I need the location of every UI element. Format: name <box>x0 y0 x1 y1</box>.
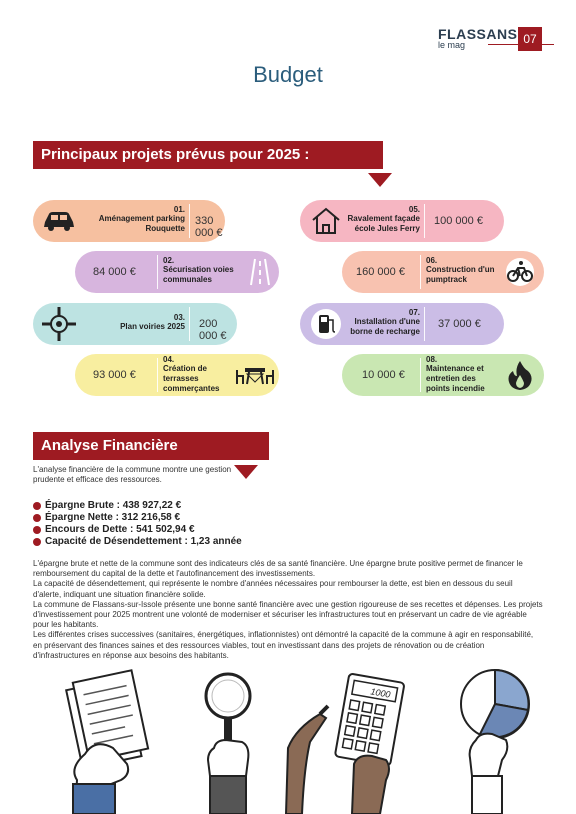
divider <box>189 307 190 341</box>
brand-rule <box>488 44 518 45</box>
project-number: 06. <box>426 256 438 265</box>
page-number: 07 <box>518 27 542 51</box>
project-item-07 <box>300 303 504 345</box>
charging-station-icon <box>304 303 348 345</box>
project-item-08 <box>342 354 544 396</box>
divider <box>189 204 190 238</box>
divider <box>424 204 425 238</box>
project-amount: 84 000 € <box>93 266 136 278</box>
project-number: 04. <box>163 355 175 364</box>
analysis-intro: L'analyse financière de la commune montre une gestion prudente et efficace des ressources. <box>33 465 232 484</box>
calculator-display: 1000 <box>369 686 392 700</box>
analysis-paragraph: Les différentes crises successives (sanitaires, énergétiques, inflationnistes) ont démontré la capacité de la commune à agir en responsabilité, en préservant des finances saines et des ressources viables, tout en investissant dans des projets de rénovation ou de création d'infrastructures en réponse aux besoins des habitants. <box>33 630 534 660</box>
divider <box>420 358 421 392</box>
project-label: Ravalement façade école Jules Ferry <box>347 214 420 233</box>
hand-pie-chart-icon <box>440 668 550 814</box>
project-item-01 <box>33 200 225 242</box>
project-amount: 100 000 € <box>434 215 483 227</box>
divider <box>157 358 158 392</box>
road-icon <box>245 251 275 293</box>
project-label: Plan voiries 2025 <box>120 322 185 331</box>
projects-heading: Principaux projets prévus pour 2025 : <box>33 141 383 169</box>
project-number: 07. <box>408 308 420 317</box>
analysis-paragraph: La commune de Flassans-sur-Issole présente une bonne santé financière avec une gestion rigoureuse de ses recettes et dépenses. Les projets d'investissement pour 2025 montrent une volonté de moderniser et sécuriser les infrastructures tout en préservant un cadre de vie agréable pour les habitants. <box>33 599 543 630</box>
project-amount: 10 000 € <box>362 369 405 381</box>
project-item-03 <box>33 303 237 345</box>
project-label: Maintenance et entretien des points incendie <box>426 364 485 393</box>
project-amount: 160 000 € <box>356 266 405 278</box>
project-item-06 <box>342 251 544 293</box>
house-icon <box>304 200 348 242</box>
indicator-item: Encours de Dette : 541 502,94 € <box>33 524 242 536</box>
indicator-item: Capacité de Désendettement : 1,23 année <box>33 536 242 548</box>
brand-block <box>438 26 518 50</box>
project-number: 02. <box>163 256 175 265</box>
project-amount: 200 000 € <box>199 318 227 342</box>
page-title: Budget <box>253 62 323 87</box>
analysis-paragraph: La capacité de désendettement, qui représente le nombre d'années nécessaires pour rembourser la dette, est bien en dessous du seuil d'alerte, indiquant une situation financière solide. <box>33 579 513 599</box>
divider <box>424 307 425 341</box>
hand-documents-icon <box>55 668 165 814</box>
divider <box>420 255 421 289</box>
indicator-item: Épargne Brute : 438 927,22 € <box>33 500 242 512</box>
heading-arrow <box>368 173 392 187</box>
project-number: 03. <box>173 313 185 322</box>
project-label: Installation d'une borne de recharge <box>350 317 420 336</box>
analysis-paragraph: L'épargne brute et nette de la commune sont des indicateurs clés de sa santé financière. Une épargne brute positive permet de financer le remboursement du capital de la dette et l'autofinancement des investissements. <box>33 559 523 579</box>
hand-magnifier-icon <box>180 668 280 814</box>
project-amount: 93 000 € <box>93 369 136 381</box>
project-item-05 <box>300 200 504 242</box>
brand-name: FLASSANS <box>438 26 518 42</box>
project-item-04 <box>75 354 279 396</box>
fire-icon <box>500 354 540 396</box>
project-number: 08. <box>426 355 438 364</box>
indicator-list <box>33 500 242 548</box>
analysis-heading: Analyse Financière <box>33 432 269 460</box>
project-label: Création de terrasses commerçantes <box>163 364 220 393</box>
divider <box>157 255 158 289</box>
brand-subtitle: le mag <box>438 40 466 50</box>
project-amount: 330 000 € <box>195 215 223 239</box>
indicator-item: Épargne Nette : 312 216,58 € <box>33 512 242 524</box>
page-rule <box>542 44 554 45</box>
roundabout-icon <box>37 303 81 345</box>
heading-arrow <box>234 465 258 479</box>
project-item-02 <box>75 251 279 293</box>
project-number: 01. <box>173 205 185 214</box>
analysis-body <box>33 559 543 661</box>
project-amount: 37 000 € <box>438 318 481 330</box>
car-icon <box>37 200 81 242</box>
hand-calculator-icon <box>282 668 412 814</box>
terrace-table-icon <box>233 354 277 396</box>
project-label: Construction d'un pumptrack <box>426 265 495 284</box>
project-number: 05. <box>408 205 420 214</box>
project-label: Aménagement parking Rouquette <box>98 214 185 233</box>
project-label: Sécurisation voies communales <box>163 265 234 284</box>
bicycle-icon <box>500 251 540 293</box>
